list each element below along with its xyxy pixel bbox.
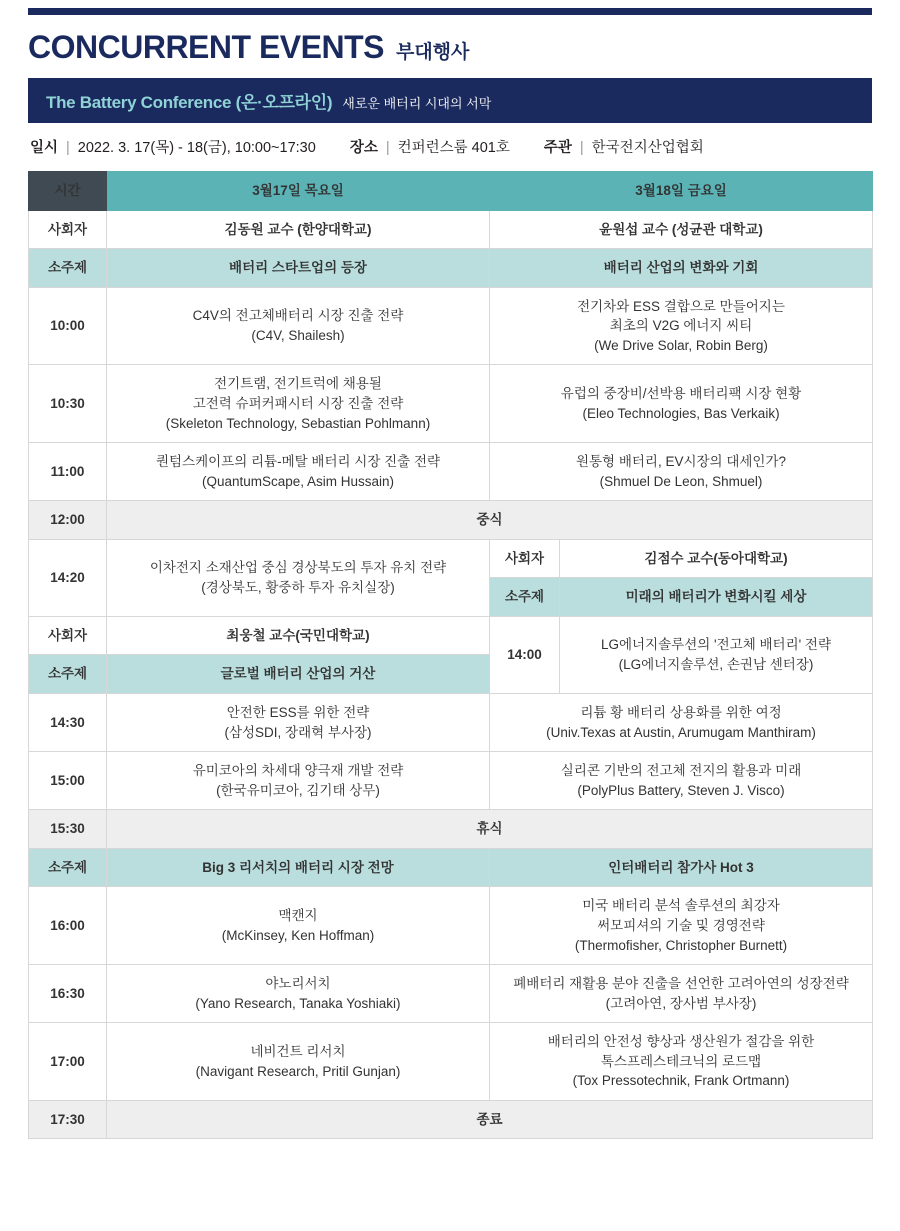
row-time: 10:30	[29, 365, 107, 443]
session-day1	[107, 539, 490, 616]
session-day1	[107, 887, 490, 965]
session-day2	[490, 752, 873, 810]
session-org: (We Drive Solar, Robin Berg)	[594, 337, 768, 353]
session-org: (고려아연, 장사범 부사장)	[605, 995, 757, 1011]
session-org: (Univ.Texas at Austin, Arumugam Manthiram)	[546, 724, 816, 740]
session-title: LG에너지솔루션의 '전고체 배터리' 전략	[600, 637, 832, 653]
table-row	[29, 694, 873, 752]
session-title: 유럽의 중장비/선박용 배터리팩 시장 현황	[560, 386, 802, 402]
session-title: 전기트램, 전기트럭에 채용될 고전력 슈퍼커패시터 시장 진출 전략	[192, 376, 404, 411]
sep-1: |	[66, 140, 70, 156]
header-day1: 3월17일 목요일	[107, 172, 490, 211]
subtopic-label-day1-pm: 소주제	[29, 655, 107, 694]
row-time: 16:00	[29, 887, 107, 965]
lunch-label: 중식	[107, 501, 873, 540]
session-org: (한국유미코아, 김기태 상무)	[216, 782, 380, 798]
mc-row	[29, 210, 873, 249]
row-time: 11:00	[29, 443, 107, 501]
session-title: 퀀텀스케이프의 리튬-메탈 배터리 시장 진출 전략	[155, 454, 441, 470]
top-rule	[28, 8, 872, 15]
subtopic2-day1: Big 3 리서치의 배터리 시장 전망	[107, 848, 490, 887]
header-time: 시간	[29, 172, 107, 211]
subtopic-day2: 배터리 산업의 변화와 기회	[490, 249, 873, 288]
session-title: 배터리의 안전성 향상과 생산원가 절감을 위한 톡스프레스테크닉의 로드맵	[547, 1034, 815, 1069]
session-day1	[107, 694, 490, 752]
session-day1	[107, 443, 490, 501]
session-title: 미국 배터리 분석 솔루션의 최강자 써모피셔의 기술 및 경영전략	[582, 898, 780, 933]
host-value: 한국전지산업협회	[591, 140, 704, 156]
end-time: 17:30	[29, 1100, 107, 1139]
subtopic-day1: 배터리 스타트업의 등장	[107, 249, 490, 288]
rest-time: 15:30	[29, 810, 107, 849]
session-day2	[490, 365, 873, 443]
session-title: 안전한 ESS를 위한 전략	[226, 705, 370, 720]
session-org: (PolyPlus Battery, Steven J. Visco)	[577, 782, 785, 798]
table-row	[29, 287, 873, 365]
session-day2	[490, 1023, 873, 1101]
session-day1	[107, 1023, 490, 1101]
session-day1	[107, 752, 490, 810]
session-day2	[490, 287, 873, 365]
place-value: 컨퍼런스룸 401호	[397, 140, 510, 156]
subtopic-day2-pm: 미래의 배터리가 변화시킬 세상	[560, 578, 873, 617]
row-time: 15:00	[29, 752, 107, 810]
session-org: (Thermofisher, Christopher Burnett)	[574, 937, 788, 953]
mc-label: 사회자	[29, 210, 107, 249]
session-org: (LG에너지솔루션, 손권남 센터장)	[618, 656, 814, 672]
row-time: 14:00	[490, 616, 560, 693]
table-row	[29, 1023, 873, 1101]
session-day1	[107, 965, 490, 1023]
row-time: 17:00	[29, 1023, 107, 1101]
table-row	[29, 443, 873, 501]
rest-row	[29, 810, 873, 849]
row-time: 14:20	[29, 539, 107, 616]
mc-label-day1-pm: 사회자	[29, 616, 107, 655]
end-label: 종료	[107, 1100, 873, 1139]
table-header-row	[29, 172, 873, 211]
session-org: (McKinsey, Ken Hoffman)	[221, 927, 375, 943]
sep-3: |	[579, 140, 584, 156]
lunch-time: 12:00	[29, 501, 107, 540]
table-row	[29, 365, 873, 443]
mc-day2: 윤원섭 교수 (성균관 대학교)	[490, 210, 873, 249]
session-title: 이차전지 소재산업 중심 경상북도의 투자 유치 전략	[149, 560, 447, 576]
date-label: 일시	[30, 140, 59, 156]
session-org: (경상북도, 황중하 투자 유치실장)	[201, 579, 395, 595]
conference-banner	[28, 78, 872, 123]
session-org: (Skeleton Technology, Sebastian Pohlmann)	[165, 415, 431, 431]
title-korean: 부대행사	[395, 42, 470, 63]
afternoon-row-1	[29, 539, 873, 578]
session-day1	[107, 365, 490, 443]
session-org: (C4V, Shailesh)	[251, 328, 345, 344]
session-title: 실리콘 기반의 전고체 전지의 활용과 미래	[560, 763, 802, 779]
session-day2	[490, 443, 873, 501]
mc-day1-pm: 최웅철 교수(국민대학교)	[107, 616, 490, 655]
session-day2	[490, 965, 873, 1023]
row-time: 10:00	[29, 287, 107, 365]
subtopic2-day2: 인터배터리 참가사 Hot 3	[490, 848, 873, 887]
conference-tagline: 새로운 배터리 시대의 서막	[342, 96, 492, 111]
session-org: (Shmuel De Leon, Shmuel)	[599, 473, 763, 489]
session-title: 리튬 황 배터리 상용화를 위한 여정	[580, 705, 782, 720]
session-day1	[107, 287, 490, 365]
table-row	[29, 965, 873, 1023]
session-title: C4V의 전고체배터리 시장 진출 전략	[192, 308, 404, 324]
place-label: 장소	[349, 140, 378, 156]
session-title: 유미코아의 차세대 양극재 개발 전략	[192, 763, 404, 779]
title-english: CONCURRENT EVENTS	[28, 29, 384, 65]
page	[0, 8, 900, 1231]
subtopic-row	[29, 249, 873, 288]
end-row	[29, 1100, 873, 1139]
mc-label-day2-pm: 사회자	[490, 539, 560, 578]
session-title: 네비건트 리서치	[250, 1043, 346, 1059]
subtopic-day1-pm: 글로벌 배터리 산업의 거산	[107, 655, 490, 694]
table-row	[29, 752, 873, 810]
subtopic-label-2: 소주제	[29, 848, 107, 887]
session-day2	[490, 694, 873, 752]
conference-name: The Battery Conference (온·오프라인)	[46, 93, 333, 112]
subtopic-row-2	[29, 848, 873, 887]
rest-label: 휴식	[107, 810, 873, 849]
host-label: 주관	[543, 140, 572, 156]
date-value: 2022. 3. 17(목) - 18(금), 10:00~17:30	[77, 140, 316, 156]
row-time: 16:30	[29, 965, 107, 1023]
table-row	[29, 887, 873, 965]
session-day2	[560, 616, 873, 693]
session-title: 야노리서치	[265, 976, 331, 992]
lunch-row	[29, 501, 873, 540]
session-title: 원통형 배터리, EV시장의 대세인가?	[575, 454, 787, 470]
session-org: (Yano Research, Tanaka Yoshiaki)	[195, 995, 401, 1011]
session-title: 폐배터리 재활용 분야 진출을 선언한 고려아연의 성장전략	[513, 976, 849, 992]
session-org: (Eleo Technologies, Bas Verkaik)	[582, 405, 780, 421]
session-org: (QuantumScape, Asim Hussain)	[201, 473, 395, 489]
page-title	[28, 15, 872, 76]
session-title: 맥캔지	[278, 908, 318, 924]
event-info-line	[28, 123, 872, 171]
sep-2: |	[385, 140, 390, 156]
session-org: (Navigant Research, Pritil Gunjan)	[195, 1063, 401, 1079]
session-title: 전기차와 ESS 결합으로 만들어지는 최초의 V2G 에너지 씨티	[577, 298, 785, 334]
session-day2	[490, 887, 873, 965]
subtopic-label-day2-pm: 소주제	[490, 578, 560, 617]
afternoon-row-3	[29, 616, 873, 655]
schedule-table	[28, 171, 873, 1139]
subtopic-label: 소주제	[29, 249, 107, 288]
session-org: (삼성SDI, 장래혁 부사장)	[224, 724, 372, 740]
session-org: (Tox Pressotechnik, Frank Ortmann)	[572, 1073, 790, 1089]
row-time: 14:30	[29, 694, 107, 752]
mc-day2-pm: 김점수 교수(동아대학교)	[560, 539, 873, 578]
mc-day1: 김동원 교수 (한양대학교)	[107, 210, 490, 249]
header-day2: 3월18일 금요일	[490, 172, 873, 211]
